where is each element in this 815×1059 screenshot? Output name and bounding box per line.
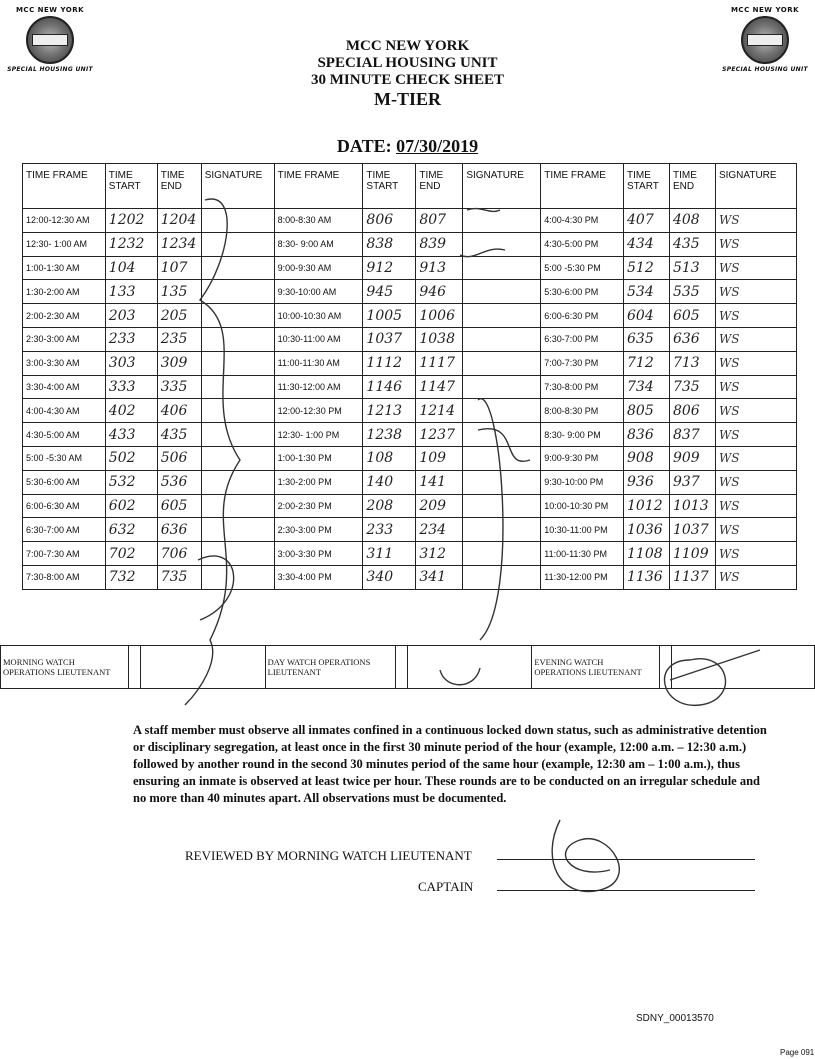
signature-cell: WS: [715, 446, 796, 470]
table-row: [23, 232, 797, 256]
time-frame-cell: 10:00-10:30 PM: [541, 494, 624, 518]
time-start-cell: 140: [363, 470, 416, 494]
time-end-cell: 839: [416, 232, 463, 256]
page-number: Page 091: [780, 1048, 815, 1057]
evening-lieutenant-label: EVENING WATCH OPERATIONS LIEUTENANT: [532, 646, 660, 689]
signature-cell: [463, 209, 541, 233]
time-start-cell: 1112: [363, 351, 416, 375]
time-frame-cell: 2:00-2:30 AM: [23, 304, 106, 328]
time-end-cell: 309: [157, 351, 201, 375]
time-frame-cell: 5:30-6:00 AM: [23, 470, 106, 494]
time-end-cell: 312: [416, 542, 463, 566]
time-start-cell: 502: [105, 446, 157, 470]
signature-cell: [463, 232, 541, 256]
time-end-cell: 209: [416, 494, 463, 518]
time-end-cell: 109: [416, 446, 463, 470]
time-frame-cell: 6:30-7:00 PM: [541, 327, 624, 351]
signature-cell: WS: [715, 280, 796, 304]
lieutenant-table: [0, 645, 815, 689]
signature-cell: WS: [715, 423, 796, 447]
time-frame-cell: 12:30- 1:00 AM: [23, 232, 106, 256]
time-end-cell: 335: [157, 375, 201, 399]
time-end-cell: 506: [157, 446, 201, 470]
time-frame-cell: 12:00-12:30 PM: [274, 399, 363, 423]
header-line3: 30 MINUTE CHECK SHEET: [311, 72, 504, 88]
time-end-cell: 1109: [669, 542, 715, 566]
time-end-cell: 141: [416, 470, 463, 494]
time-start-cell: 1146: [363, 375, 416, 399]
spacer: [660, 646, 672, 689]
signature-cell: [201, 327, 274, 351]
table-row: [23, 446, 797, 470]
column-header: SIGNATURE: [463, 164, 541, 209]
day-lieutenant-signature: [407, 646, 532, 689]
time-start-cell: 203: [105, 304, 157, 328]
header-line2: SPECIAL HOUSING UNIT: [317, 55, 498, 71]
time-start-cell: 532: [105, 470, 157, 494]
time-end-cell: 435: [157, 423, 201, 447]
time-start-cell: 433: [105, 423, 157, 447]
signature-cell: [463, 423, 541, 447]
time-end-cell: 1137: [669, 565, 715, 589]
time-frame-cell: 11:00-11:30 AM: [274, 351, 363, 375]
time-end-cell: 205: [157, 304, 201, 328]
signature-cell: [201, 446, 274, 470]
time-end-cell: 735: [157, 565, 201, 589]
time-start-cell: 104: [105, 256, 157, 280]
signature-cell: WS: [715, 256, 796, 280]
time-frame-cell: 9:00-9:30 PM: [541, 446, 624, 470]
bates-number: SDNY_00013570: [636, 1013, 714, 1024]
column-header: TIME END: [669, 164, 715, 209]
signature-cell: [463, 375, 541, 399]
evening-lieutenant-signature: [672, 646, 815, 689]
table-row: [23, 375, 797, 399]
time-frame-cell: 8:30- 9:00 PM: [541, 423, 624, 447]
time-frame-cell: 1:30-2:00 AM: [23, 280, 106, 304]
time-start-cell: 635: [624, 327, 670, 351]
time-end-cell: 1237: [416, 423, 463, 447]
signature-cell: WS: [715, 351, 796, 375]
time-end-cell: 1038: [416, 327, 463, 351]
signature-cell: [463, 518, 541, 542]
time-frame-cell: 2:30-3:00 PM: [274, 518, 363, 542]
time-frame-cell: 12:30- 1:00 PM: [274, 423, 363, 447]
time-frame-cell: 10:00-10:30 AM: [274, 304, 363, 328]
signature-cell: [201, 375, 274, 399]
logo-bottom-text: SPECIAL HOUSING UNIT: [7, 66, 93, 73]
signature-cell: WS: [715, 232, 796, 256]
time-start-cell: 838: [363, 232, 416, 256]
time-start-cell: 1108: [624, 542, 670, 566]
time-end-cell: 408: [669, 209, 715, 233]
time-start-cell: 936: [624, 470, 670, 494]
time-start-cell: 702: [105, 542, 157, 566]
time-start-cell: 604: [624, 304, 670, 328]
time-frame-cell: 4:30-5:00 AM: [23, 423, 106, 447]
time-start-cell: 233: [363, 518, 416, 542]
time-end-cell: 135: [157, 280, 201, 304]
time-frame-cell: 4:00-4:30 PM: [541, 209, 624, 233]
time-end-cell: 1117: [416, 351, 463, 375]
time-start-cell: 732: [105, 565, 157, 589]
logo-bottom-text: SPECIAL HOUSING UNIT: [722, 66, 808, 73]
table-row: [23, 256, 797, 280]
signature-cell: [463, 446, 541, 470]
signature-cell: WS: [715, 542, 796, 566]
date-value: 07/30/2019: [396, 136, 479, 156]
time-start-cell: 1036: [624, 518, 670, 542]
signature-cell: [463, 494, 541, 518]
table-row: [23, 470, 797, 494]
signature-cell: WS: [715, 209, 796, 233]
time-end-cell: 235: [157, 327, 201, 351]
signature-cell: [201, 470, 274, 494]
time-frame-cell: 11:00-11:30 PM: [541, 542, 624, 566]
time-frame-cell: 10:30-11:00 PM: [541, 518, 624, 542]
signature-cell: [201, 256, 274, 280]
time-end-cell: 1204: [157, 209, 201, 233]
time-frame-cell: 8:30- 9:00 AM: [274, 232, 363, 256]
time-end-cell: 1147: [416, 375, 463, 399]
table-row: [23, 494, 797, 518]
time-frame-cell: 6:00-6:30 AM: [23, 494, 106, 518]
table-row: [23, 304, 797, 328]
time-start-cell: 712: [624, 351, 670, 375]
time-end-cell: 837: [669, 423, 715, 447]
time-end-cell: 605: [157, 494, 201, 518]
time-frame-cell: 7:30-8:00 AM: [23, 565, 106, 589]
time-start-cell: 908: [624, 446, 670, 470]
time-start-cell: 602: [105, 494, 157, 518]
check-sheet-table: [22, 163, 797, 590]
logo-top-text: MCC NEW YORK: [15, 6, 85, 14]
time-frame-cell: 3:30-4:00 AM: [23, 375, 106, 399]
time-end-cell: 341: [416, 565, 463, 589]
time-frame-cell: 3:30-4:00 PM: [274, 565, 363, 589]
spacer: [128, 646, 140, 689]
table-row: [23, 280, 797, 304]
time-start-cell: 340: [363, 565, 416, 589]
signature-cell: [201, 518, 274, 542]
time-frame-cell: 1:30-2:00 PM: [274, 470, 363, 494]
time-end-cell: 807: [416, 209, 463, 233]
time-end-cell: 713: [669, 351, 715, 375]
signature-cell: [201, 542, 274, 566]
signature-cell: [201, 423, 274, 447]
column-header: TIME START: [105, 164, 157, 209]
time-end-cell: 536: [157, 470, 201, 494]
time-frame-cell: 11:30-12:00 PM: [541, 565, 624, 589]
time-frame-cell: 4:30-5:00 PM: [541, 232, 624, 256]
table-row: [23, 565, 797, 589]
date-label: DATE:: [336, 136, 392, 156]
time-end-cell: 636: [157, 518, 201, 542]
time-frame-cell: 5:00 -5:30 PM: [541, 256, 624, 280]
time-end-cell: 513: [669, 256, 715, 280]
signature-cell: [201, 399, 274, 423]
time-start-cell: 108: [363, 446, 416, 470]
signature-cell: WS: [715, 470, 796, 494]
column-header: TIME START: [624, 164, 670, 209]
time-end-cell: 913: [416, 256, 463, 280]
time-frame-cell: 9:30-10:00 AM: [274, 280, 363, 304]
time-frame-cell: 5:30-6:00 PM: [541, 280, 624, 304]
time-start-cell: 945: [363, 280, 416, 304]
time-start-cell: 402: [105, 399, 157, 423]
time-end-cell: 535: [669, 280, 715, 304]
time-end-cell: 937: [669, 470, 715, 494]
time-start-cell: 133: [105, 280, 157, 304]
time-end-cell: 1214: [416, 399, 463, 423]
time-end-cell: 435: [669, 232, 715, 256]
table-row: [23, 542, 797, 566]
time-start-cell: 233: [105, 327, 157, 351]
time-frame-cell: 4:00-4:30 AM: [23, 399, 106, 423]
time-start-cell: 1232: [105, 232, 157, 256]
signature-cell: WS: [715, 327, 796, 351]
column-header: TIME START: [363, 164, 416, 209]
table-header-row: [23, 164, 797, 209]
table-row: [23, 209, 797, 233]
time-start-cell: 734: [624, 375, 670, 399]
time-frame-cell: 2:00-2:30 PM: [274, 494, 363, 518]
column-header: SIGNATURE: [715, 164, 796, 209]
time-frame-cell: 12:00-12:30 AM: [23, 209, 106, 233]
time-frame-cell: 6:00-6:30 PM: [541, 304, 624, 328]
table-row: [23, 351, 797, 375]
logo-top-text: MCC NEW YORK: [730, 6, 800, 14]
time-end-cell: 1006: [416, 304, 463, 328]
column-header: TIME FRAME: [541, 164, 624, 209]
time-end-cell: 946: [416, 280, 463, 304]
time-end-cell: 234: [416, 518, 463, 542]
time-start-cell: 1136: [624, 565, 670, 589]
column-header: TIME END: [416, 164, 463, 209]
time-end-cell: 1013: [669, 494, 715, 518]
table-row: [23, 518, 797, 542]
signature-cell: WS: [715, 565, 796, 589]
page-header: [0, 38, 815, 110]
signature-cell: WS: [715, 304, 796, 328]
time-end-cell: 909: [669, 446, 715, 470]
signature-cell: [463, 304, 541, 328]
captain-label: CAPTAIN: [418, 879, 474, 894]
time-end-cell: 735: [669, 375, 715, 399]
time-frame-cell: 7:00-7:30 AM: [23, 542, 106, 566]
table-row: [23, 327, 797, 351]
instructions-text: A staff member must observe all inmates confined in a continuous locked down status, such as administrative detention or disciplinary segregation, at least once in the first 30 minute period of the hour (example, 12:00 a.m. – 12:30 a.m.) followed by another round in the second 30 minutes period of the same hour (example, 12:30 am – 1:00 a.m.), thus ensuring an inmate is observed at least twice per hour. These rounds are to be conducted on an irregular schedule and no more than 40 minutes apart. All observations must be documented.: [133, 723, 767, 805]
time-start-cell: 1005: [363, 304, 416, 328]
signature-cell: WS: [715, 494, 796, 518]
header-line1: MCC NEW YORK: [345, 38, 470, 54]
time-frame-cell: 3:00-3:30 AM: [23, 351, 106, 375]
signature-cell: [201, 494, 274, 518]
time-end-cell: 1234: [157, 232, 201, 256]
signature-cell: [463, 470, 541, 494]
time-end-cell: 107: [157, 256, 201, 280]
signature-cell: [201, 280, 274, 304]
signature-cell: [463, 565, 541, 589]
signature-cell: [463, 351, 541, 375]
time-start-cell: 333: [105, 375, 157, 399]
time-start-cell: 512: [624, 256, 670, 280]
column-header: TIME END: [157, 164, 201, 209]
time-start-cell: 208: [363, 494, 416, 518]
day-lieutenant-label: DAY WATCH OPERATIONS LIEUTENANT: [265, 646, 395, 689]
signature-cell: [463, 399, 541, 423]
column-header: TIME FRAME: [23, 164, 106, 209]
time-start-cell: 1012: [624, 494, 670, 518]
date-line: [0, 136, 815, 157]
time-frame-cell: 6:30-7:00 AM: [23, 518, 106, 542]
time-frame-cell: 5:00 -5:30 AM: [23, 446, 106, 470]
time-start-cell: 805: [624, 399, 670, 423]
time-start-cell: 303: [105, 351, 157, 375]
header-line4: M-TIER: [374, 89, 441, 109]
table-row: [23, 399, 797, 423]
time-end-cell: 706: [157, 542, 201, 566]
time-frame-cell: 1:00-1:30 PM: [274, 446, 363, 470]
time-frame-cell: 8:00-8:30 AM: [274, 209, 363, 233]
time-start-cell: 1202: [105, 209, 157, 233]
signature-cell: [201, 232, 274, 256]
time-start-cell: 1213: [363, 399, 416, 423]
time-frame-cell: 9:00-9:30 AM: [274, 256, 363, 280]
time-frame-cell: 9:30-10:00 PM: [541, 470, 624, 494]
time-frame-cell: 1:00-1:30 AM: [23, 256, 106, 280]
time-start-cell: 1037: [363, 327, 416, 351]
signature-cell: WS: [715, 399, 796, 423]
morning-lieutenant-signature: [140, 646, 265, 689]
time-frame-cell: 10:30-11:00 AM: [274, 327, 363, 351]
time-start-cell: 407: [624, 209, 670, 233]
time-end-cell: 605: [669, 304, 715, 328]
time-start-cell: 434: [624, 232, 670, 256]
reviewed-signature-line: [497, 859, 755, 860]
signature-cell: WS: [715, 518, 796, 542]
signature-cell: [201, 209, 274, 233]
table-row: [23, 423, 797, 447]
signature-cell: [201, 565, 274, 589]
time-frame-cell: 8:00-8:30 PM: [541, 399, 624, 423]
signature-cell: [463, 256, 541, 280]
spacer: [395, 646, 407, 689]
time-start-cell: 806: [363, 209, 416, 233]
time-end-cell: 1037: [669, 518, 715, 542]
signature-cell: WS: [715, 375, 796, 399]
column-header: TIME FRAME: [274, 164, 363, 209]
time-start-cell: 1238: [363, 423, 416, 447]
signature-cell: [463, 280, 541, 304]
time-start-cell: 632: [105, 518, 157, 542]
signature-cell: [463, 542, 541, 566]
time-frame-cell: 3:00-3:30 PM: [274, 542, 363, 566]
signature-cell: [201, 351, 274, 375]
time-start-cell: 534: [624, 280, 670, 304]
time-frame-cell: 2:30-3:00 AM: [23, 327, 106, 351]
time-end-cell: 806: [669, 399, 715, 423]
reviewed-label: REVIEWED BY MORNING WATCH LIEUTENANT: [185, 848, 472, 863]
time-start-cell: 912: [363, 256, 416, 280]
signature-cell: [201, 304, 274, 328]
time-start-cell: 836: [624, 423, 670, 447]
time-frame-cell: 7:30-8:00 PM: [541, 375, 624, 399]
captain-signature-line: [497, 890, 755, 891]
time-end-cell: 406: [157, 399, 201, 423]
morning-lieutenant-label: MORNING WATCH OPERATIONS LIEUTENANT: [1, 646, 129, 689]
time-frame-cell: 7:00-7:30 PM: [541, 351, 624, 375]
time-end-cell: 636: [669, 327, 715, 351]
time-start-cell: 311: [363, 542, 416, 566]
time-frame-cell: 11:30-12:00 AM: [274, 375, 363, 399]
column-header: SIGNATURE: [201, 164, 274, 209]
signature-cell: [463, 327, 541, 351]
